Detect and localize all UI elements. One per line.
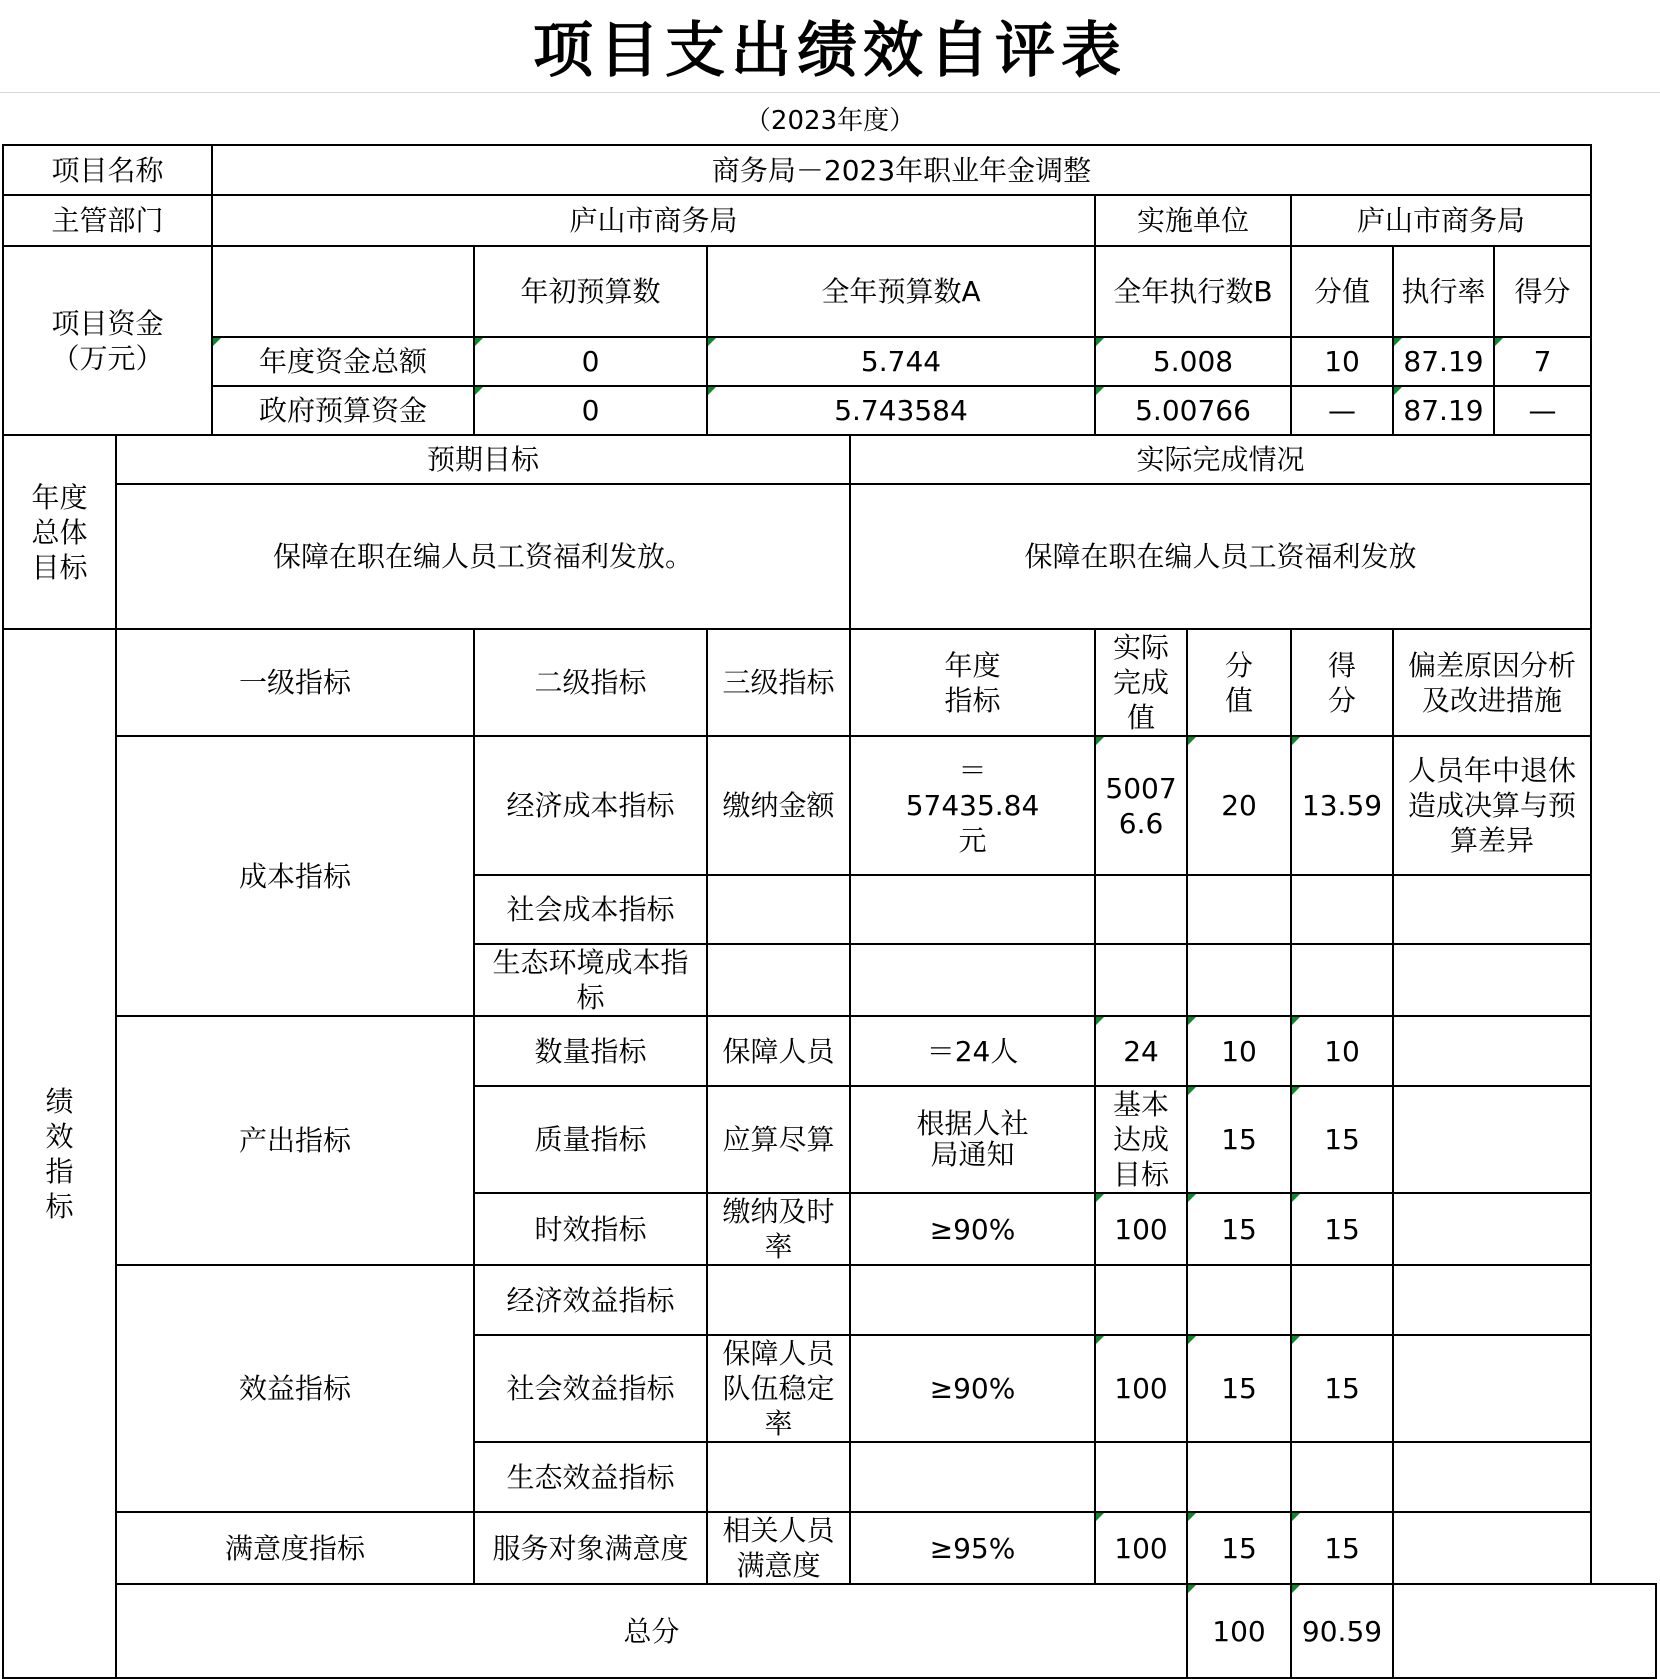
annual-target-cell xyxy=(850,1442,1095,1512)
department-value: 庐山市商务局 xyxy=(212,195,1095,246)
level3-cell xyxy=(707,944,850,1016)
funds-row-total xyxy=(3,337,1656,386)
funds-initial-cell: 0 xyxy=(474,337,707,386)
level3-cell: 相关人员满意度 xyxy=(707,1512,850,1584)
deviation-reason-cell xyxy=(1393,1016,1591,1086)
goals-label-line: 年度 xyxy=(31,480,88,514)
implementing-unit-label: 实施单位 xyxy=(1095,195,1291,246)
level2-cell: 质量指标 xyxy=(474,1086,707,1193)
indicator-row xyxy=(3,736,1656,875)
deviation-reason-cell xyxy=(1393,875,1591,944)
total-row xyxy=(3,1584,1656,1678)
total-score-value: 100 xyxy=(1187,1584,1291,1678)
header-actual-line: 实际 xyxy=(1113,631,1170,664)
actual-value-cell: 50076.6 xyxy=(1095,736,1187,875)
header-score-value-line: 值 xyxy=(1225,683,1254,717)
indicator-row xyxy=(3,1512,1656,1584)
annual-target-line: 根据人社 xyxy=(916,1106,1029,1140)
funds-row-government xyxy=(3,386,1656,435)
score-value-cell: 15 xyxy=(1187,1335,1291,1442)
deviation-reason-cell xyxy=(1393,1086,1591,1193)
header-annual xyxy=(850,629,1095,736)
funds-label-line1: 项目资金 xyxy=(51,306,164,340)
level2-cell: 社会效益指标 xyxy=(474,1335,707,1442)
level2-cell: 数量指标 xyxy=(474,1016,707,1086)
header-level2: 二级指标 xyxy=(474,629,707,736)
indicator-row xyxy=(3,1016,1656,1086)
score-value-cell xyxy=(1187,875,1291,944)
score-cell xyxy=(1291,1265,1393,1335)
funds-header-budget-a: 全年预算数A xyxy=(707,246,1095,337)
implementing-unit-value: 庐山市商务局 xyxy=(1291,195,1591,246)
header-reason-line: 偏差原因分析 xyxy=(1408,648,1577,682)
funds-rate-cell: 87.19 xyxy=(1393,386,1494,435)
annual-goals-label xyxy=(3,435,116,629)
header-level1: 一级指标 xyxy=(116,629,474,736)
header-annual-line: 年度 xyxy=(944,648,1001,682)
funds-budget-a-cell: 5.743584 xyxy=(707,386,1095,435)
score-value-cell: 15 xyxy=(1187,1086,1291,1193)
deviation-reason-cell xyxy=(1393,1265,1591,1335)
annual-target-line: 57435.84 xyxy=(905,789,1040,822)
score-value-cell xyxy=(1187,1265,1291,1335)
funds-header-blank xyxy=(212,246,474,337)
level3-cell xyxy=(707,1442,850,1512)
actual-value-cell xyxy=(1095,1265,1187,1335)
indicators-label-char: 绩 xyxy=(45,1084,74,1118)
score-cell: 15 xyxy=(1291,1512,1393,1584)
level3-cell: 保障人员 xyxy=(707,1016,850,1086)
actual-value-cell xyxy=(1095,944,1187,1016)
score-value-cell xyxy=(1187,1442,1291,1512)
actual-value-cell: 100 xyxy=(1095,1335,1187,1442)
group-cost: 成本指标 xyxy=(116,736,474,1016)
actual-value-cell: 100 xyxy=(1095,1193,1187,1265)
project-name-label: 项目名称 xyxy=(3,145,212,195)
annual-target-cell xyxy=(850,736,1095,875)
indicator-row xyxy=(3,1265,1656,1335)
reason-line: 人员年中退休 xyxy=(1408,754,1577,787)
goals-header-row xyxy=(3,435,1656,484)
funds-rate-cell: 87.19 xyxy=(1393,337,1494,386)
funds-score-value-cell: 10 xyxy=(1291,337,1393,386)
annual-target-cell xyxy=(850,1086,1095,1193)
page-title: 项目支出绩效自评表 xyxy=(0,0,1660,93)
expected-goal-header: 预期目标 xyxy=(116,435,850,484)
funds-header-row xyxy=(3,246,1656,337)
level2-cell: 经济成本指标 xyxy=(474,736,707,875)
funds-row-label: 年度资金总额 xyxy=(212,337,474,386)
actual-value-cell: 基本达成目标 xyxy=(1095,1086,1187,1193)
funds-initial-cell: 0 xyxy=(474,386,707,435)
score-cell: 15 xyxy=(1291,1086,1393,1193)
score-cell xyxy=(1291,944,1393,1016)
header-score-line: 分 xyxy=(1328,683,1357,717)
level2-cell: 服务对象满意度 xyxy=(474,1512,707,1584)
funds-exec-b-cell: 5.00766 xyxy=(1095,386,1291,435)
page-subtitle: （2023年度） xyxy=(744,105,916,136)
annual-target-cell xyxy=(850,944,1095,1016)
annual-target-cell: ≥90% xyxy=(850,1335,1095,1442)
group-satisfaction: 满意度指标 xyxy=(116,1512,474,1584)
score-cell: 15 xyxy=(1291,1335,1393,1442)
deviation-reason-cell xyxy=(1393,1512,1591,1584)
actual-value-cell: 100 xyxy=(1095,1512,1187,1584)
funds-budget-a-cell: 5.744 xyxy=(707,337,1095,386)
actual-completion-header: 实际完成情况 xyxy=(850,435,1591,484)
header-actual-line: 完成值 xyxy=(1113,666,1170,734)
score-value-cell xyxy=(1187,944,1291,1016)
department-row xyxy=(3,195,1656,246)
total-label: 总分 xyxy=(116,1584,1187,1678)
indicators-label-char: 标 xyxy=(45,1189,74,1223)
score-cell xyxy=(1291,1442,1393,1512)
level2-cell: 社会成本指标 xyxy=(474,875,707,944)
header-score-value-line: 分 xyxy=(1225,648,1254,682)
reason-line: 造成决算与预 xyxy=(1408,789,1577,822)
goals-content-row xyxy=(3,484,1656,629)
project-name-row xyxy=(3,145,1656,195)
funds-row-label: 政府预算资金 xyxy=(212,386,474,435)
level3-cell: 缴纳金额 xyxy=(707,736,850,875)
level3-cell: 缴纳及时率 xyxy=(707,1193,850,1265)
annual-target-cell xyxy=(850,875,1095,944)
indicators-label-char: 指 xyxy=(45,1154,74,1188)
deviation-reason-cell xyxy=(1393,736,1591,875)
funds-header-rate: 执行率 xyxy=(1393,246,1494,337)
self-evaluation-table xyxy=(2,144,1657,1679)
annual-target-cell: ≥95% xyxy=(850,1512,1095,1584)
project-name-value: 商务局－2023年职业年金调整 xyxy=(212,145,1591,195)
header-annual-line: 指标 xyxy=(944,683,1001,717)
total-blank xyxy=(1393,1584,1656,1678)
annual-target-line: 局通知 xyxy=(930,1137,1015,1171)
header-level3: 三级指标 xyxy=(707,629,850,736)
header-score-value xyxy=(1187,629,1291,736)
annual-target-line: ＝ xyxy=(958,754,987,787)
level2-cell: 生态环境成本指标 xyxy=(474,944,707,1016)
level2-cell: 经济效益指标 xyxy=(474,1265,707,1335)
header-score-line: 得 xyxy=(1328,648,1357,682)
funds-header-initial: 年初预算数 xyxy=(474,246,707,337)
level2-cell: 时效指标 xyxy=(474,1193,707,1265)
actual-value-cell: 24 xyxy=(1095,1016,1187,1086)
deviation-reason-cell xyxy=(1393,1442,1591,1512)
funds-label xyxy=(3,246,212,435)
score-cell: 15 xyxy=(1291,1193,1393,1265)
deviation-reason-cell xyxy=(1393,944,1591,1016)
indicator-header-row xyxy=(3,629,1656,736)
score-cell xyxy=(1291,875,1393,944)
level3-cell xyxy=(707,1265,850,1335)
annual-target-cell: ≥90% xyxy=(850,1193,1095,1265)
header-score xyxy=(1291,629,1393,736)
funds-exec-b-cell: 5.008 xyxy=(1095,337,1291,386)
funds-header-score-value: 分值 xyxy=(1291,246,1393,337)
header-reason xyxy=(1393,629,1591,736)
score-value-cell: 20 xyxy=(1187,736,1291,875)
actual-completion-text: 保障在职在编人员工资福利发放 xyxy=(850,484,1591,629)
expected-goal-text: 保障在职在编人员工资福利发放。 xyxy=(116,484,850,629)
group-output: 产出指标 xyxy=(116,1016,474,1265)
score-cell: 13.59 xyxy=(1291,736,1393,875)
deviation-reason-cell xyxy=(1393,1193,1591,1265)
annual-target-cell xyxy=(850,1265,1095,1335)
performance-indicators-label xyxy=(3,629,116,1678)
funds-score-cell: — xyxy=(1494,386,1591,435)
reason-line: 算差异 xyxy=(1450,824,1535,857)
annual-target-line: 元 xyxy=(958,824,987,857)
level2-cell: 生态效益指标 xyxy=(474,1442,707,1512)
score-value-cell: 10 xyxy=(1187,1016,1291,1086)
level3-cell xyxy=(707,875,850,944)
funds-score-value-cell: — xyxy=(1291,386,1393,435)
actual-value-cell xyxy=(1095,1442,1187,1512)
goals-label-line: 目标 xyxy=(31,550,88,584)
score-value-cell: 15 xyxy=(1187,1512,1291,1584)
deviation-reason-cell xyxy=(1393,1335,1591,1442)
indicators-label-char: 效 xyxy=(45,1119,74,1153)
score-cell: 10 xyxy=(1291,1016,1393,1086)
annual-target-cell: ＝24人 xyxy=(850,1016,1095,1086)
group-benefit: 效益指标 xyxy=(116,1265,474,1512)
funds-score-cell: 7 xyxy=(1494,337,1591,386)
header-reason-line: 及改进措施 xyxy=(1422,683,1563,717)
goals-label-line: 总体 xyxy=(31,515,88,549)
score-value-cell: 15 xyxy=(1187,1193,1291,1265)
funds-header-score: 得分 xyxy=(1494,246,1591,337)
funds-label-line2: （万元） xyxy=(51,341,164,375)
level3-cell: 保障人员队伍稳定率 xyxy=(707,1335,850,1442)
level3-cell: 应算尽算 xyxy=(707,1086,850,1193)
total-score: 90.59 xyxy=(1291,1584,1393,1678)
actual-value-cell xyxy=(1095,875,1187,944)
funds-header-exec-b: 全年执行数B xyxy=(1095,246,1291,337)
header-actual xyxy=(1095,629,1187,736)
department-label: 主管部门 xyxy=(3,195,212,246)
